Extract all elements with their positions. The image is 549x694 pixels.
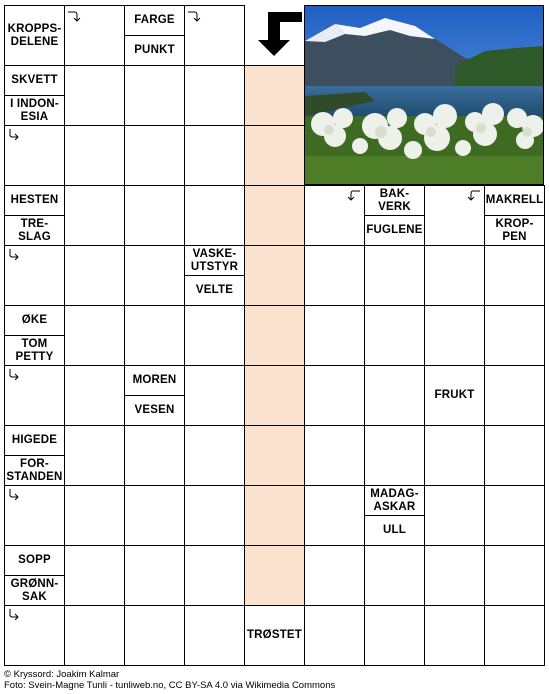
- clue-vesen: VESEN: [124, 395, 185, 426]
- grid-cell[interactable]: [184, 125, 245, 186]
- grid-cell[interactable]: [124, 185, 185, 246]
- landscape-photo: [304, 5, 544, 185]
- grid-cell[interactable]: [244, 245, 305, 306]
- grid-cell[interactable]: [244, 125, 305, 186]
- grid-cell[interactable]: [124, 425, 185, 486]
- arrow-down-right-icon: [7, 368, 21, 380]
- grid-cell[interactable]: [124, 485, 185, 546]
- grid-cell[interactable]: [244, 545, 305, 606]
- grid-cell[interactable]: [424, 485, 485, 546]
- grid-cell[interactable]: [64, 65, 125, 126]
- clue-farge: FARGE: [124, 5, 185, 36]
- start-arrow-icon: [248, 10, 304, 58]
- grid-cell[interactable]: [184, 605, 245, 666]
- fjord-image: [305, 6, 544, 185]
- grid-cell[interactable]: [64, 305, 125, 366]
- grid-cell[interactable]: [484, 545, 545, 606]
- grid-cell[interactable]: [364, 305, 425, 366]
- clue-kroppsdelene: KROPPS- DELENE: [4, 5, 65, 66]
- clue-oke: ØKE: [4, 305, 65, 336]
- clue-bakverk: BAK- VERK: [364, 185, 425, 216]
- grid-cell[interactable]: [64, 125, 125, 186]
- arrow-down-right-icon: [7, 488, 21, 500]
- credits: [4, 669, 335, 691]
- arrow-down-right-icon: [7, 248, 21, 260]
- grid-cell[interactable]: [304, 605, 365, 666]
- grid-cell[interactable]: [364, 425, 425, 486]
- grid-cell[interactable]: [304, 425, 365, 486]
- credits-puzzle: © Kryssord: Joakim Kalmar: [4, 669, 120, 680]
- clue-ull: ULL: [364, 515, 425, 546]
- grid-cell[interactable]: [64, 245, 125, 306]
- grid-cell[interactable]: [424, 245, 485, 306]
- grid-cell[interactable]: [364, 545, 425, 606]
- grid-cell[interactable]: [424, 545, 485, 606]
- clue-fuglene: FUGLENE: [364, 215, 425, 246]
- clue-punkt: PUNKT: [124, 35, 185, 66]
- grid-cell[interactable]: [364, 245, 425, 306]
- grid-cell[interactable]: [64, 485, 125, 546]
- grid-cell[interactable]: [64, 545, 125, 606]
- clue-sopp: SOPP: [4, 545, 65, 576]
- clue-higede: HIGEDE: [4, 425, 65, 456]
- grid-cell[interactable]: [484, 605, 545, 666]
- grid-cell[interactable]: [304, 245, 365, 306]
- grid-cell[interactable]: [184, 185, 245, 246]
- arrow-right-down-icon: [187, 10, 201, 22]
- grid-cell[interactable]: [124, 545, 185, 606]
- grid-cell[interactable]: [124, 65, 185, 126]
- grid-cell[interactable]: [184, 305, 245, 366]
- grid-cell[interactable]: [244, 185, 305, 246]
- credits-photo: Foto: Svein-Magne Tunli - tunliweb.no, CC BY-SA 4.0 via Wikimedia Commons: [4, 680, 336, 691]
- grid-cell[interactable]: [304, 305, 365, 366]
- clue-velte: VELTE: [184, 275, 245, 306]
- grid-cell[interactable]: [184, 65, 245, 126]
- grid-cell[interactable]: [124, 125, 185, 186]
- clue-forstanden: FOR- STANDEN: [4, 455, 65, 486]
- clue-moren: MOREN: [124, 365, 185, 396]
- clue-makrell: MAKRELL: [484, 185, 545, 216]
- clue-skvett: SKVETT: [4, 65, 65, 96]
- grid-cell[interactable]: [484, 365, 545, 426]
- arrow-down-right-icon: [7, 608, 21, 620]
- clue-gronnsak: GRØNN- SAK: [4, 575, 65, 606]
- clue-madagaskar: MADAG- ASKAR: [364, 485, 425, 516]
- grid-cell[interactable]: [184, 365, 245, 426]
- grid-cell[interactable]: [424, 305, 485, 366]
- grid-cell[interactable]: [64, 605, 125, 666]
- arrow-right-down-icon: [67, 10, 81, 22]
- clue-treslag: TRE- SLAG: [4, 215, 65, 246]
- clue-i-indonesia: I INDON- ESIA: [4, 95, 65, 126]
- grid-cell[interactable]: [244, 305, 305, 366]
- grid-cell[interactable]: [184, 545, 245, 606]
- grid-cell[interactable]: [484, 245, 545, 306]
- grid-cell[interactable]: [64, 365, 125, 426]
- clue-vaskeutstyr: VASKE- UTSTYR: [184, 245, 245, 276]
- grid-cell[interactable]: [364, 365, 425, 426]
- grid-cell[interactable]: [184, 485, 245, 546]
- grid-cell[interactable]: [244, 65, 305, 126]
- grid-cell[interactable]: [484, 485, 545, 546]
- grid-cell[interactable]: [64, 425, 125, 486]
- grid-cell[interactable]: [244, 365, 305, 426]
- grid-cell[interactable]: [424, 605, 485, 666]
- grid-cell[interactable]: [304, 485, 365, 546]
- grid-cell[interactable]: [64, 185, 125, 246]
- grid-cell[interactable]: [364, 605, 425, 666]
- grid-cell[interactable]: [184, 425, 245, 486]
- grid-cell[interactable]: [124, 245, 185, 306]
- clue-tompetty: TOM PETTY: [4, 335, 65, 366]
- clue-kroppen: KROP- PEN: [484, 215, 545, 246]
- grid-cell[interactable]: [304, 365, 365, 426]
- grid-cell[interactable]: [484, 305, 545, 366]
- arrow-left-down-icon: [467, 189, 481, 201]
- grid-cell[interactable]: [424, 425, 485, 486]
- grid-cell[interactable]: [124, 605, 185, 666]
- grid-cell[interactable]: [304, 545, 365, 606]
- clue-frukt: FRUKT: [424, 365, 485, 426]
- grid-cell[interactable]: [244, 425, 305, 486]
- clue-hesten: HESTEN: [4, 185, 65, 216]
- arrow-down-right-icon: [7, 128, 21, 140]
- clue-trostet: TRØSTET: [244, 605, 305, 666]
- grid-cell[interactable]: [124, 305, 185, 366]
- arrow-left-down-icon: [347, 189, 361, 201]
- grid-cell[interactable]: [484, 425, 545, 486]
- grid-cell[interactable]: [244, 485, 305, 546]
